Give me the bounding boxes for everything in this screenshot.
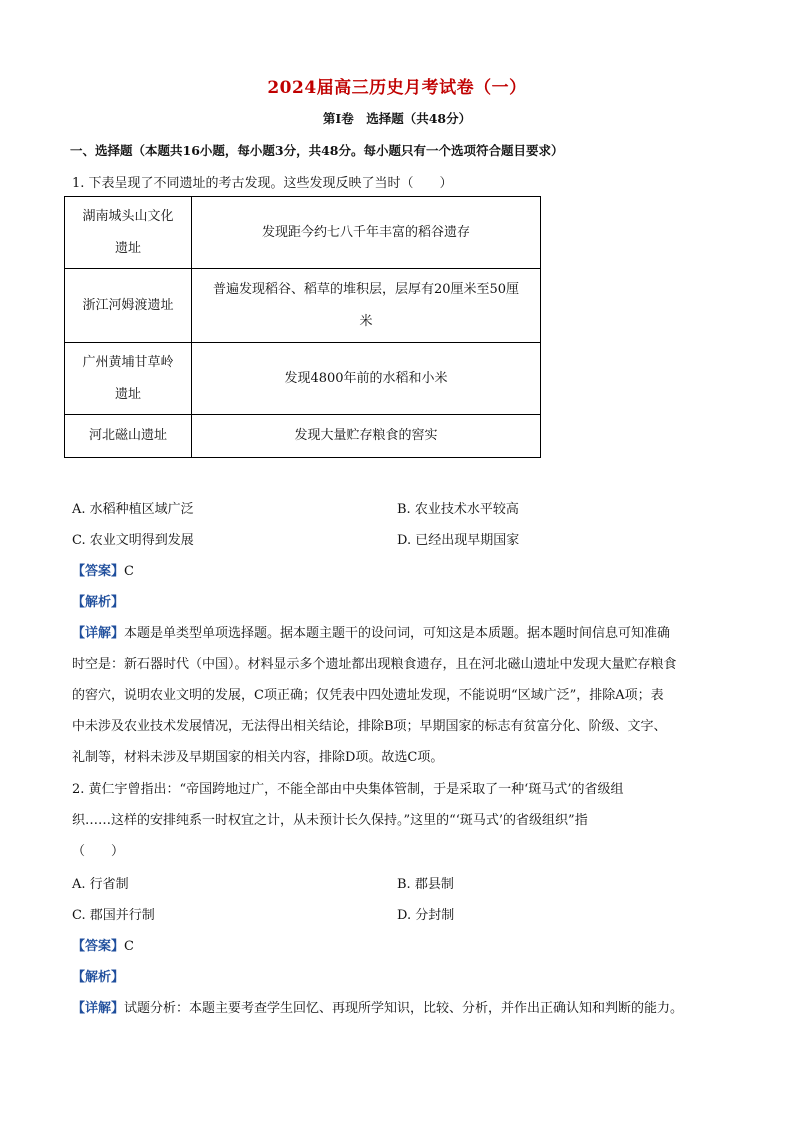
table-cell-site — [65, 269, 192, 343]
table-cell-finding — [192, 197, 541, 269]
section-title: 第Ⅰ卷 选择题（共48分） — [322, 111, 472, 126]
detail-text: 本题是单类型单项选择题。据本题主题干的设问词，可知这是本质题。据本题时间信息可知准确 — [124, 626, 671, 641]
q1-detail-line — [72, 622, 670, 641]
table-cell-finding — [192, 343, 541, 415]
q2-option-a[interactable]: A. 行省制 — [72, 877, 129, 892]
q1-detail-line: 中未涉及农业技术发展情况，无法得出相关结论，排除B项；早期国家的标志有贫富分化、阶级、文字、 — [72, 719, 667, 734]
cell-text: 发现大量贮存粮食的窖实 — [294, 428, 438, 443]
table-row — [65, 269, 541, 343]
cell-text: 广州黄埔甘草岭 — [82, 354, 174, 370]
answer-value: C — [124, 939, 134, 954]
cell-text: 遗址 — [114, 386, 141, 402]
q1-option-a[interactable]: A. 水稻种植区域广泛 — [72, 502, 194, 517]
table-cell-site — [65, 343, 192, 415]
table-row — [65, 343, 541, 415]
cell-text: 发现4800年前的水稻和小米 — [284, 370, 448, 386]
q2-option-b[interactable]: B. 郡县制 — [397, 877, 454, 892]
q2-answer-line — [72, 935, 134, 954]
q1-analysis-line — [72, 591, 124, 610]
detail-text: 试题分析：本题主要考查学生回忆、再现所学知识，比较、分析，并作出正确认知和判断的能力。 — [124, 1001, 684, 1016]
table-cell-finding — [192, 269, 541, 343]
answer-value: C — [124, 564, 134, 579]
q1-table — [64, 196, 541, 458]
q2-analysis-line — [72, 966, 124, 985]
q2-option-c[interactable]: C. 郡国并行制 — [72, 908, 155, 923]
cell-text: 浙江河姆渡遗址 — [82, 297, 174, 313]
q1-detail-line: 的窖穴，说明农业文明的发展，C项正确；仅凭表中四处遗址发现，不能说明“区域广泛”，排除A项；表 — [72, 688, 664, 703]
cell-text: 普遍发现稻谷、稻草的堆积层，层厚有20厘米至50厘 — [212, 281, 520, 297]
exam-title: 2024届高三历史月考试卷（一） — [267, 78, 527, 98]
cell-text: 发现距今约七八千年丰富的稻谷遗存 — [261, 224, 470, 240]
table-cell-finding — [192, 415, 541, 458]
cell-text: 湖南城头山文化 — [82, 208, 174, 224]
q1-option-c[interactable]: C. 农业文明得到发展 — [72, 533, 194, 548]
table-cell-site — [65, 415, 192, 458]
q1-option-b[interactable]: B. 农业技术水平较高 — [397, 502, 519, 517]
q2-stem-line: 2. 黄仁宇曾指出：“帝国跨地过广，不能全部由中央集体管制，于是采取了一种‘斑马式’的省级组 — [72, 782, 624, 797]
q2-option-d[interactable]: D. 分封制 — [397, 908, 455, 923]
q1-stem: 1. 下表呈现了不同遗址的考古发现。这些发现反映了当时（ ） — [72, 176, 453, 191]
analysis-tag: 【解析】 — [72, 595, 125, 610]
cell-text: 遗址 — [114, 240, 141, 256]
q1-answer-line — [72, 560, 134, 579]
cell-text: 米 — [359, 313, 373, 329]
q1-detail-line: 礼制等，材料未涉及早期国家的相关内容，排除D项。故选C项。 — [72, 750, 444, 765]
table-row — [65, 415, 541, 458]
table-cell-site — [65, 197, 192, 269]
table-row — [65, 197, 541, 269]
analysis-tag: 【解析】 — [72, 970, 125, 985]
detail-tag: 【详解】 — [72, 1001, 125, 1016]
cell-text: 河北磁山遗址 — [88, 428, 167, 443]
part-heading: 一、选择题（本题共16小题，每小题3分，共48分。每小题只有一个选项符合题目要求） — [70, 143, 564, 158]
q1-option-d[interactable]: D. 已经出现早期国家 — [397, 533, 520, 548]
q2-stem-line: 织……这样的安排纯系一时权宜之计，从未预计长久保持。”这里的“‘斑马式’的省级组织”指 — [72, 813, 588, 828]
answer-tag: 【答案】 — [72, 564, 125, 579]
q2-detail-line — [72, 997, 683, 1016]
q2-stem-line: （ ） — [72, 844, 125, 859]
detail-tag: 【详解】 — [72, 626, 125, 641]
q1-detail-line: 时空是：新石器时代（中国）。材料显示多个遗址都出现粮食遗存，且在河北磁山遗址中发现大量贮存粮食 — [72, 657, 677, 672]
answer-tag: 【答案】 — [72, 939, 125, 954]
